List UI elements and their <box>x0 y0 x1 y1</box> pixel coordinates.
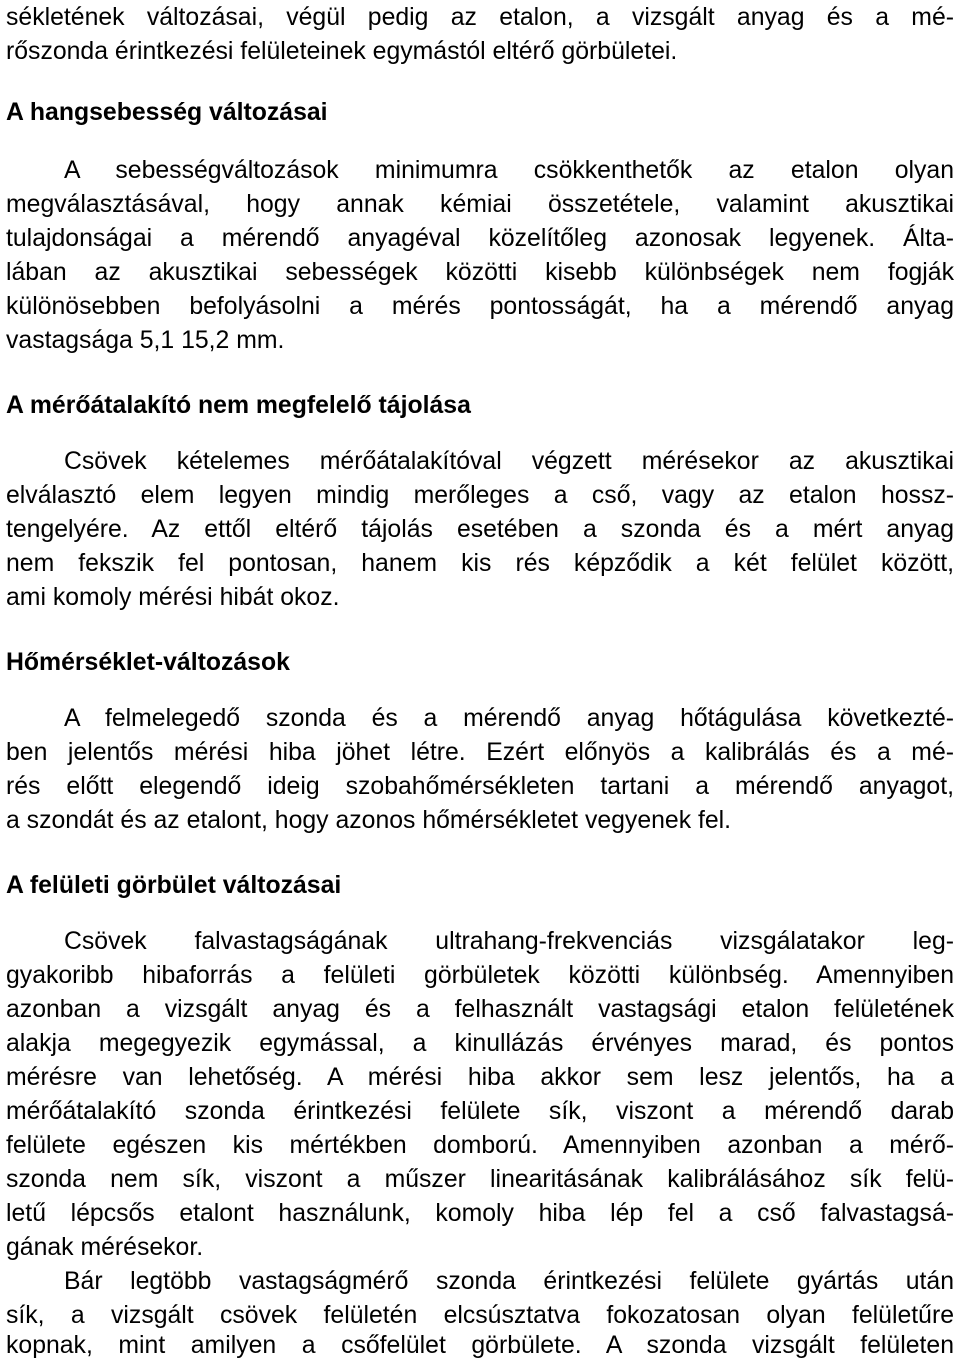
paragraph-line: tulajdonságai a mérendő anyagéval közelítőleg azonosak legyenek. Álta- <box>6 225 954 252</box>
intro-line-2: rőszonda érintkezési felületeinek egymástól eltérő görbületei. <box>6 38 678 65</box>
paragraph-line: Bár legtöbb vastagságmérő szonda érintkezési felülete gyártás után <box>64 1268 954 1295</box>
section-heading-temperature: Hőmérséklet-változások <box>6 649 290 676</box>
paragraph-line: tengelyére. Az ettől eltérő tájolás esetében a szonda és a mért anyag <box>6 516 954 543</box>
paragraph-line: alakja megegyezik egymással, a kinullázás érvényes marad, és pontos <box>6 1030 954 1057</box>
section-heading-surface-curvature: A felületi görbület változásai <box>6 872 342 899</box>
paragraph-line: Csövek falvastagságának ultrahang-frekvenciás vizsgálatakor leg- <box>64 928 954 955</box>
paragraph-line: mérőátalakító szonda érintkezési felülete sík, viszont a mérendő darab <box>6 1098 954 1125</box>
paragraph-line: mérésre van lehetőség. A mérési hiba akkor sem lesz jelentős, ha a <box>6 1064 954 1091</box>
paragraph-line: Csövek kételemes mérőátalakítóval végzett mérésekor az akusztikai <box>64 448 954 475</box>
paragraph-line: elválasztó elem legyen mindig merőleges a cső, vagy az etalon hossz- <box>6 482 954 509</box>
paragraph-line: ben jelentős mérési hiba jöhet létre. Ezért előnyös a kalibrálás és a mé- <box>6 739 954 766</box>
paragraph-line: megválasztásával, hogy annak kémiai összetétele, valamint akusztikai <box>6 191 954 218</box>
paragraph-line: szonda nem sík, viszont a műszer linearitásának kalibrálásához sík felü- <box>6 1166 954 1193</box>
paragraph-line: A felmelegedő szonda és a mérendő anyag hőtágulása következté- <box>64 705 954 732</box>
paragraph-line: gyakoribb hibaforrás a felületi görbületek közötti különbség. Amennyiben <box>6 962 954 989</box>
paragraph-line: sík, a vizsgált csövek felületén elcsúsztatva fokozatosan olyan felületűre <box>6 1302 954 1329</box>
paragraph-line: gának mérésekor. <box>6 1234 204 1261</box>
intro-line-1: sékletének változásai, végül pedig az etalon, a vizsgált anyag és a mé- <box>6 4 954 31</box>
paragraph-line: nem fekszik fel pontosan, hanem kis rés képződik a két felület között, <box>6 550 954 577</box>
paragraph-line: A sebességváltozások minimumra csökkenthetők az etalon olyan <box>64 157 954 184</box>
paragraph-line: vastagsága 5,1 15,2 mm. <box>6 327 285 354</box>
section-heading-transducer-orientation: A mérőátalakító nem megfelelő tájolása <box>6 392 471 419</box>
paragraph-line: rés előtt elegendő ideig szobahőmérsékleten tartani a mérendő anyagot, <box>6 773 954 800</box>
paragraph-line: azonban a vizsgált anyag és a felhasznált vastagsági etalon felületének <box>6 996 954 1023</box>
paragraph-line: lában az akusztikai sebességek közötti kisebb különbségek nem fogják <box>6 259 954 286</box>
paragraph-line: letű lépcsős etalont használunk, komoly hiba lép fel a cső falvastagsá- <box>6 1200 954 1227</box>
paragraph-line: kopnak, mint amilyen a csőfelület görbülete. A szonda vizsgált felületen <box>6 1332 954 1359</box>
section-heading-sound-velocity: A hangsebesség változásai <box>6 99 328 126</box>
paragraph-line: a szondát és az etalont, hogy azonos hőmérsékletet vegyenek fel. <box>6 807 732 834</box>
paragraph-line: felülete egészen kis mértékben domború. Amennyiben azonban a mérő- <box>6 1132 954 1159</box>
paragraph-line: különösebben befolyásolni a mérés pontosságát, ha a mérendő anyag <box>6 293 954 320</box>
paragraph-line: ami komoly mérési hibát okoz. <box>6 584 340 611</box>
